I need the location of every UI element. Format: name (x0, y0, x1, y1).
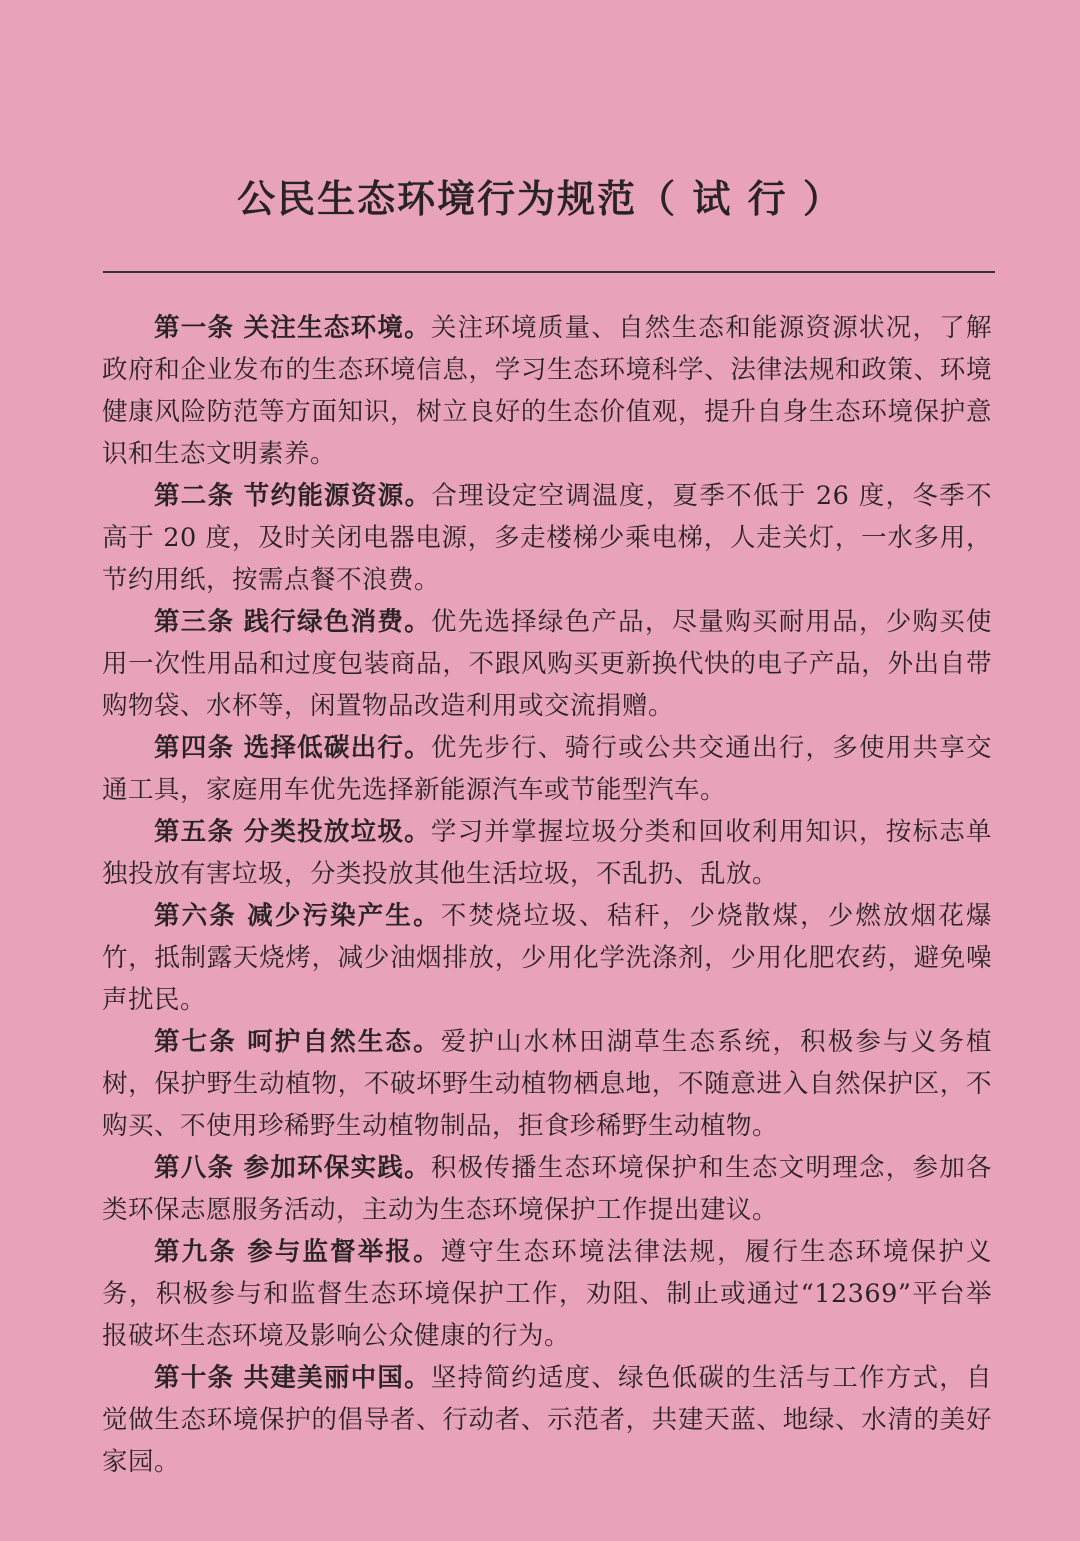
article-text: 遵守生态环境法律法规，履行生态环境保护义务，积极参与和监督生态环境保护工作，劝阻、制止或通过“12369”平台举报破坏生态环境及影响公众健康的行为。 (102, 1237, 992, 1351)
article-text: 优先选择绿色产品，尽量购买耐用品，少购买使用一次性用品和过度包装商品，不跟风购买更新换代快的电子产品，外出自带购物袋、水杯等，闲置物品改造利用或交流捐赠。 (102, 607, 992, 721)
article-2 (102, 475, 992, 601)
article-heading: 共建美丽中国。 (243, 1363, 431, 1393)
article-number: 第四条 (154, 733, 235, 763)
article-text: 关注环境质量、自然生态和能源资源状况，了解政府和企业发布的生态环境信息，学习生态环境科学、法律法规和政策、环境健康风险防范等方面知识，树立良好的生态价值观，提升自身生态环境保护意识和生态文明素养。 (102, 313, 992, 469)
article-number: 第八条 (154, 1153, 235, 1183)
article-number: 第九条 (154, 1237, 237, 1267)
article-text: 积极传播生态环境保护和生态文明理念，参加各类环保志愿服务活动，主动为生态环境保护工作提出建议。 (102, 1153, 992, 1225)
article-9 (102, 1231, 992, 1357)
article-heading: 践行绿色消费。 (243, 607, 431, 637)
title-divider (103, 271, 995, 273)
article-heading: 关注生态环境。 (243, 313, 431, 343)
article-4 (102, 727, 992, 811)
article-text: 爱护山水林田湖草生态系统，积极参与义务植树，保护野生动植物，不破坏野生动植物栖息地，不随意进入自然保护区，不购买、不使用珍稀野生动植物制品，拒食珍稀野生动植物。 (102, 1027, 992, 1141)
article-text: 坚持简约适度、绿色低碳的生活与工作方式，自觉做生态环境保护的倡导者、行动者、示范者，共建天蓝、地绿、水清的美好家园。 (102, 1363, 992, 1477)
article-number: 第二条 (154, 481, 235, 511)
article-heading: 分类投放垃圾。 (243, 817, 431, 847)
article-6 (102, 895, 992, 1021)
article-heading: 呵护自然生态。 (247, 1027, 441, 1057)
article-8 (102, 1147, 992, 1231)
article-heading: 参与监督举报。 (247, 1237, 441, 1267)
article-text: 学习并掌握垃圾分类和回收利用知识，按标志单独投放有害垃圾，分类投放其他生活垃圾，不乱扔、乱放。 (102, 817, 992, 889)
page-title: 公民生态环境行为规范（ 试 行 ） (237, 177, 843, 221)
article-list (102, 307, 992, 1483)
article-7 (102, 1021, 992, 1147)
article-10 (102, 1357, 992, 1483)
article-number: 第七条 (154, 1027, 237, 1057)
article-heading: 参加环保实践。 (243, 1153, 431, 1183)
article-1 (102, 307, 992, 475)
article-text: 合理设定空调温度，夏季不低于 26 度，冬季不高于 20 度，及时关闭电器电源，多走楼梯少乘电梯，人走关灯，一水多用，节约用纸，按需点餐不浪费。 (102, 481, 992, 595)
article-heading: 选择低碳出行。 (243, 733, 431, 763)
article-heading: 节约能源资源。 (243, 481, 432, 511)
article-number: 第六条 (154, 901, 237, 931)
article-5 (102, 811, 992, 895)
article-text: 优先步行、骑行或公共交通出行，多使用共享交通工具，家庭用车优先选择新能源汽车或节能型汽车。 (102, 733, 992, 805)
article-number: 第十条 (154, 1363, 235, 1393)
article-number: 第一条 (154, 313, 235, 343)
article-text: 不焚烧垃圾、秸秆，少烧散煤，少燃放烟花爆竹，抵制露天烧烤，减少油烟排放，少用化学洗涤剂，少用化肥农药，避免噪声扰民。 (102, 901, 992, 1015)
article-number: 第三条 (154, 607, 235, 637)
article-heading: 减少污染产生。 (247, 901, 441, 931)
article-number: 第五条 (154, 817, 235, 847)
article-3 (102, 601, 992, 727)
